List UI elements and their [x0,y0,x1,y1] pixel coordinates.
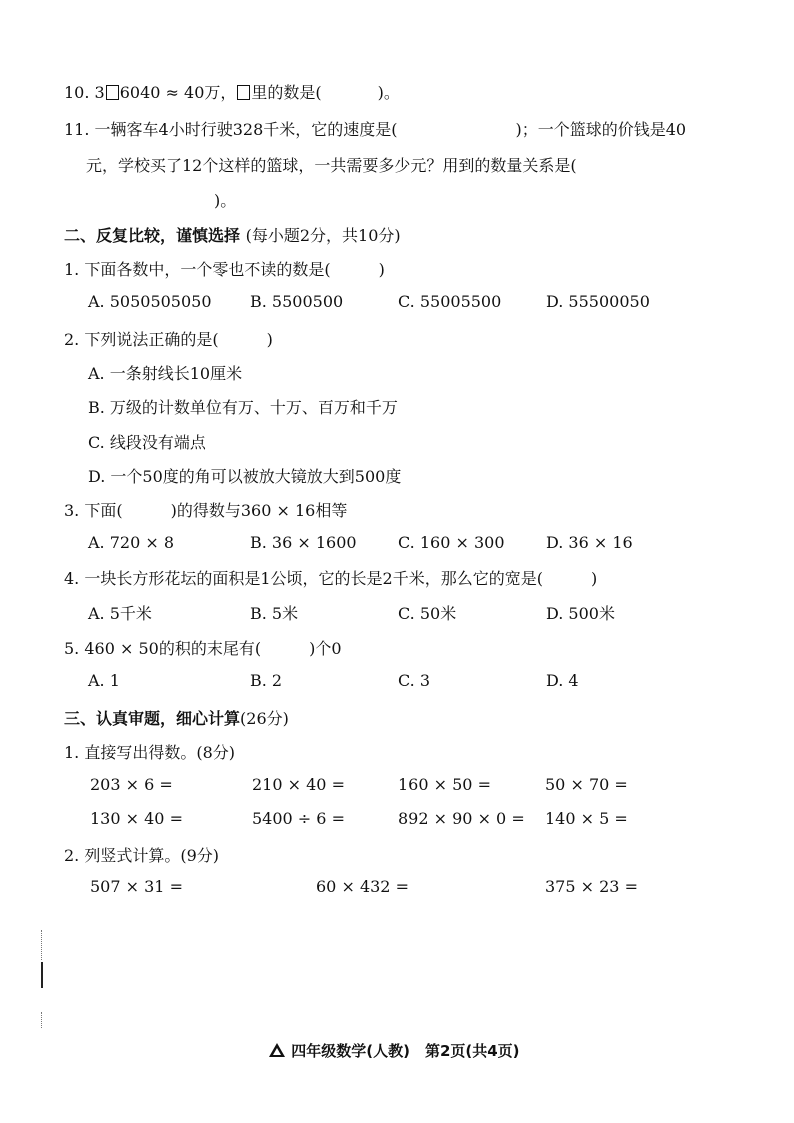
option-d[interactable]: D. 一个50度的角可以被放大镜放大到500度 [88,467,402,486]
calc-item[interactable]: 130 × 40 = [90,809,183,828]
option-c[interactable]: C. 55005500 [398,292,502,311]
option-d[interactable]: D. 55500050 [546,292,650,311]
binding-line [41,1012,42,1028]
option-d[interactable]: D. 4 [546,671,579,690]
option-b[interactable]: B. 万级的计数单位有万、十万、百万和千万 [88,398,398,417]
option-a[interactable]: A. 5050505050 [88,292,212,311]
option-c[interactable]: C. 50米 [398,604,457,623]
option-c[interactable]: C. 3 [398,671,431,690]
calc-item[interactable]: 210 × 40 = [252,775,345,794]
mc-question-3: 3. 下面( )的得数与360 × 16相等 [64,501,348,520]
calc-item[interactable]: 892 × 90 × 0 = [398,809,525,828]
question-11-line1: 11. 一辆客车4小时行驶328千米，它的速度是( )；一个篮球的价钱是40 [64,120,687,139]
calc-item[interactable]: 140 × 5 = [545,809,628,828]
option-a[interactable]: A. 1 [88,671,120,690]
option-d[interactable]: D. 500米 [546,604,615,623]
calc-2-title: 2. 列竖式计算。(9分) [64,846,220,865]
calc-item[interactable]: 50 × 70 = [545,775,628,794]
page-footer: 四年级数学(人教) 第2页(共4页) [268,1040,520,1061]
section-2-heading: 二、反复比较，谨慎选择 (每小题2分，共10分) [64,226,401,245]
option-b[interactable]: B. 36 × 1600 [250,533,357,552]
section-3-heading: 三、认真审题，细心计算(26分) [64,709,289,728]
option-c[interactable]: C. 线段没有端点 [88,433,206,452]
option-b[interactable]: B. 2 [250,671,283,690]
binding-line [41,930,42,960]
question-11-line3: )。 [214,191,237,210]
vertical-calc-item[interactable]: 60 × 432 = [316,877,409,896]
question-11-line2: 元，学校买了12个这样的篮球，一共需要多少元？用到的数量关系是( [86,156,577,175]
option-b[interactable]: B. 5500500 [250,292,344,311]
binding-line [41,962,43,988]
mc-question-2: 2. 下列说法正确的是( ) [64,330,273,349]
question-10: 10. 3 6040 ≈ 40万， 里的数是( )。 [64,83,400,102]
calc-item[interactable]: 203 × 6 = [90,775,173,794]
option-b[interactable]: B. 5米 [250,604,299,623]
blank-box[interactable] [106,85,119,100]
calc-item[interactable]: 5400 ÷ 6 = [252,809,345,828]
vertical-calc-item[interactable]: 507 × 31 = [90,877,183,896]
calc-1-title: 1. 直接写出得数。(8分) [64,743,236,762]
mc-question-1: 1. 下面各数中，一个零也不读的数是( ) [64,260,385,279]
vertical-calc-item[interactable]: 375 × 23 = [545,877,638,896]
blank-box[interactable] [237,85,250,100]
option-a[interactable]: A. 5千米 [88,604,152,623]
mc-question-5: 5. 460 × 50的积的末尾有( )个0 [64,639,342,658]
calc-item[interactable]: 160 × 50 = [398,775,491,794]
publisher-logo-icon [268,1042,286,1058]
option-a[interactable]: A. 一条射线长10厘米 [88,364,243,383]
option-d[interactable]: D. 36 × 16 [546,533,633,552]
option-c[interactable]: C. 160 × 300 [398,533,505,552]
option-a[interactable]: A. 720 × 8 [88,533,175,552]
mc-question-4: 4. 一块长方形花坛的面积是1公顷，它的长是2千米，那么它的宽是( ) [64,569,598,588]
